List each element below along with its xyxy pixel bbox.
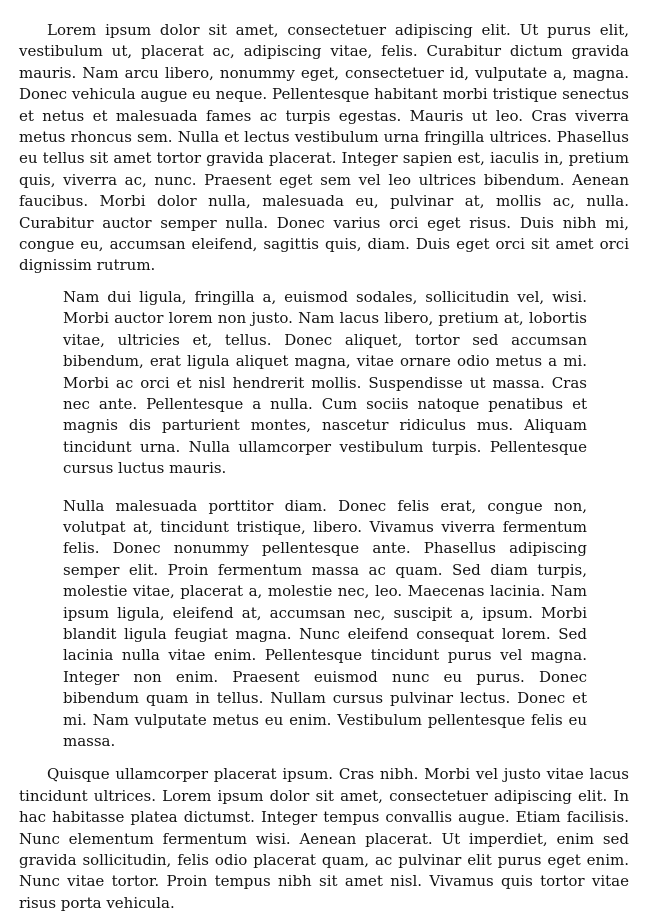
quote-paragraph-1: Nam dui ligula, fringilla a, euismod sodales, sollicitudin vel, wisi. Morbi auctor lorem non justo. Nam lacus libero, pretium at, lobortis vitae, ultricies et, tellus. Donec aliquet, tortor sed accumsan bibendum, erat ligula aliquet magna, vitae ornare odio metus a mi. Morbi ac orci et nisl hendrerit mollis. Suspendisse ut massa. Cras nec ante. Pellentesque a nulla. Cum sociis natoque penatibus et magnis dis parturient montes, nascetur ridiculus mus. Aliquam tincidunt urna. Nulla ullamcorper vestibulum turpis. Pellentesque cursus luctus mauris. — [63, 287, 587, 478]
block-quote — [63, 287, 587, 753]
document-page — [19, 20, 629, 914]
body-paragraph-1: Lorem ipsum dolor sit amet, consectetuer adipiscing elit. Ut purus elit, vestibulum ut, placerat ac, adipiscing vitae, felis. Curabitur dictum gravida mauris. Nam arcu libero, nonummy eget, consectetuer id, vulputate a, magna. Donec vehicula augue eu neque. Pellentesque habitant morbi tristique senectus et netus et malesuada fames ac turpis egestas. Mauris ut leo. Cras viverra metus rhoncus sem. Nulla et lectus vestibulum urna fringilla ultrices. Phasellus eu tellus sit amet tortor gravida placerat. Integer sapien est, iaculis in, pretium quis, viverra ac, nunc. Praesent eget sem vel leo ultrices bibendum. Aenean faucibus. Morbi dolor nulla, malesuada eu, pulvinar at, mollis ac, nulla. Curabitur auctor semper nulla. Donec varius orci eget risus. Duis nibh mi, congue eu, accumsan eleifend, sagittis quis, diam. Duis eget orci sit amet orci dignissim rutrum. — [19, 21, 629, 275]
body-paragraph-2: Quisque ullamcorper placerat ipsum. Cras nibh. Morbi vel justo vitae lacus tincidunt ultrices. Lorem ipsum dolor sit amet, consectetuer adipiscing elit. In hac habitasse platea dictumst. Integer tempus convallis augue. Etiam facilisis. Nunc elementum fermentum wisi. Aenean placerat. Ut imperdiet, enim sed gravida sollicitudin, felis odio placerat quam, ac pulvinar elit purus eget enim. Nunc vitae tortor. Proin tempus nibh sit amet nisl. Vivamus quis tortor vitae risus porta vehicula. — [19, 765, 629, 912]
quote-paragraph-2: Nulla malesuada porttitor diam. Donec felis erat, congue non, volutpat at, tincidunt tristique, libero. Vivamus viverra fermentum felis. Donec nonummy pellentesque ante. Phasellus adipiscing semper elit. Proin fermentum massa ac quam. Sed diam turpis, molestie vitae, placerat a, molestie nec, leo. Maecenas lacinia. Nam ipsum ligula, eleifend at, accumsan nec, suscipit a, ipsum. Morbi blandit ligula feugiat magna. Nunc eleifend consequat lorem. Sed lacinia nulla vitae enim. Pellentesque tincidunt purus vel magna. Integer non enim. Praesent euismod nunc eu purus. Donec bibendum quam in tellus. Nullam cursus pulvinar lectus. Donec et mi. Nam vulputate metus eu enim. Vestibulum pellentesque felis eu massa. — [63, 496, 587, 750]
